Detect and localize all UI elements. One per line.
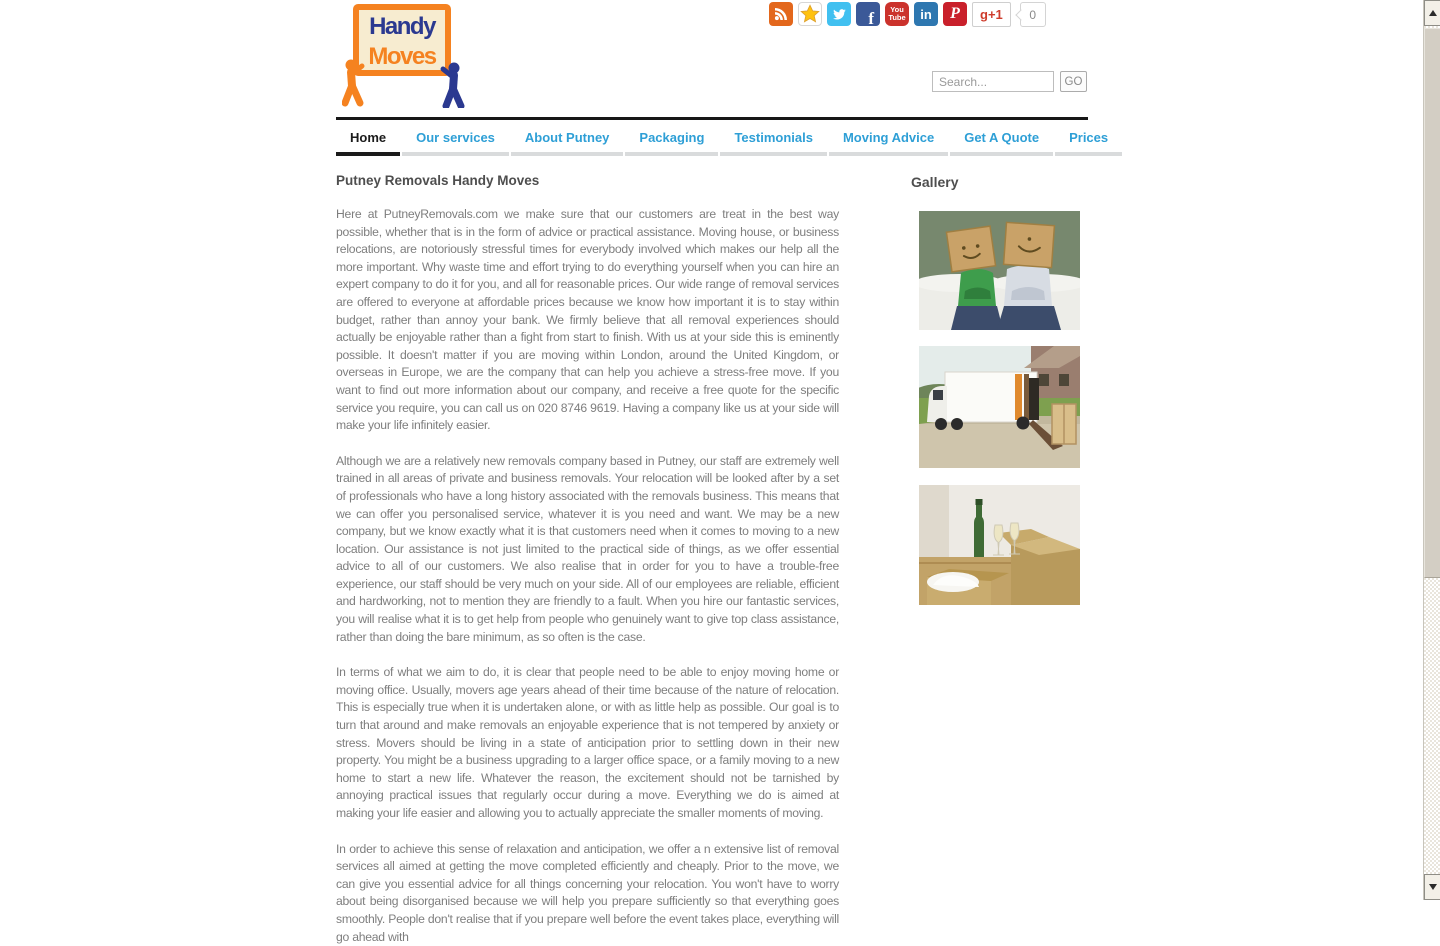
scrollbar-up-button[interactable] bbox=[1424, 0, 1440, 26]
nav-item-moving-advice[interactable]: Moving Advice bbox=[829, 120, 948, 156]
google-plus-one-button[interactable] bbox=[972, 2, 1011, 27]
gallery-image-couple-boxes[interactable] bbox=[919, 211, 1080, 330]
pinterest-glyph: P bbox=[950, 5, 960, 22]
vertical-scrollbar[interactable] bbox=[1423, 0, 1440, 900]
search-bar bbox=[932, 71, 1087, 92]
facebook-icon[interactable] bbox=[856, 2, 880, 26]
paragraph-staff: Although we are a relatively new removals company based in Putney, our staff are extremely well trained in all areas of private and business removals. Your relocation will be looked after by a set of professionals who have a long history associated with the removals business. This means that we can offer you personalised service, whatever it is you need and want. We may be a new company, but we know exactly what it is that customers need when it comes to moving to a new location. Our assistance is not just limited to the practical side of things, as we offer essential advice to all of our customers. We also realise that in order for you to have a trouble-free experience, our staff should be very much on your side. All of our employees are reliable, efficient and hardworking, not to mention they are friendly to a fault. When you hire our fantastic services, you will realise what it is to get help from people who genuinely want to give top class assistance, rather than doing the bare minimum, as so often is the case. bbox=[336, 453, 839, 644]
handy-moves-logo[interactable] bbox=[342, 4, 468, 108]
gallery-sidebar bbox=[911, 166, 1088, 605]
pinterest-icon[interactable] bbox=[943, 2, 967, 26]
arrow-up-icon bbox=[1429, 10, 1437, 16]
main-content bbox=[336, 166, 839, 946]
scrollbar-down-button[interactable] bbox=[1424, 874, 1440, 900]
linkedin-icon[interactable] bbox=[914, 2, 938, 26]
main-navigation bbox=[336, 117, 1109, 156]
search-go-button[interactable]: GO bbox=[1060, 71, 1087, 92]
logo-graphic bbox=[342, 4, 468, 108]
gplus-label: g+1 bbox=[980, 7, 1003, 22]
search-input[interactable] bbox=[932, 71, 1054, 92]
page-container bbox=[336, 0, 1109, 944]
paragraph-intro: Here at PutneyRemovals.com we make sure that our customers are treat in the best way possible, whether that is in the form of advice or practical assistance. Moving house, or business relocations, are notoriously stressful times for everybody involved which makes our help all the more important. Why waste time and effort trying to do everything yourself when you can hire an expert company to do it for you, and all for reasonable prices. Our wide range of removal services are offered to everyone at affordable prices because we know how important it is to stay within budget, rather than annoy your bank. We firmly believe that all removal experiences should actually be enjoyable rather than a fight from start to finish. With us at your side this is eminently possible. It doesn't matter if you are moving within London, around the United Kingdom, or overseas in Europe, we are the company that can help you achieve a stress-free move. If you want to find out more information about our company, and receive a free quote for the specific service you require, you can call us on 020 8746 9619. Having a company like us at your side will make your life infinitely easier. bbox=[336, 207, 839, 433]
gallery-image-champagne-boxes[interactable] bbox=[919, 485, 1080, 605]
gallery-image-removal-truck[interactable] bbox=[919, 346, 1080, 468]
paragraph-aims: In terms of what we aim to do, it is clear that people need to be able to enjoy moving home or moving office. Usually, movers age years ahead of their time because of the nature of relocation. This is especially true when it is undertaken alone, or with as little help as possible. Our goal is to turn that around and make removals an enjoyable experience that is not tempered by anxiety or stress. Movers should be living in a state of anticipation prior to settling down in their new property. You might be a business upgrading to a larger office space, or a family moving to a new home to start a new life. Whatever the reason, the excitement should not be tarnished by annoying practical issues that regularly occur during a move. Everything we do is aimed at making your life easier and allowing you to actually appreciate the smaller moments of moving. bbox=[336, 665, 839, 820]
facebook-glyph: f bbox=[868, 9, 874, 26]
blue-mover-figure bbox=[443, 63, 461, 107]
favorites-star-icon[interactable] bbox=[798, 2, 822, 26]
nav-item-about-putney[interactable]: About Putney bbox=[511, 120, 624, 156]
logo-word-moves: Moves bbox=[368, 43, 436, 70]
scrollbar-thumb[interactable] bbox=[1424, 28, 1440, 578]
arrow-down-icon bbox=[1429, 884, 1437, 890]
google-plus-count-badge bbox=[1020, 2, 1046, 27]
rss-icon[interactable] bbox=[769, 2, 793, 26]
logo-word-handy: Handy bbox=[369, 13, 435, 40]
nav-item-testimonials[interactable]: Testimonials bbox=[720, 120, 827, 156]
nav-item-packaging[interactable]: Packaging bbox=[625, 120, 718, 156]
youtube-glyph-line1: You bbox=[890, 5, 904, 14]
nav-item-get-a-quote[interactable]: Get A Quote bbox=[950, 120, 1053, 156]
nav-item-home[interactable]: Home bbox=[336, 120, 400, 156]
linkedin-glyph: in bbox=[920, 6, 932, 22]
youtube-icon[interactable] bbox=[885, 2, 909, 26]
nav-item-our-services[interactable]: Our services bbox=[402, 120, 509, 156]
nav-item-prices[interactable]: Prices bbox=[1055, 120, 1122, 156]
page-title: Putney Removals Handy Moves bbox=[336, 173, 540, 188]
paragraph-services: In order to achieve this sense of relaxation and anticipation, we offer a n extensive list of removal services all aimed at getting the move completed efficiently and cheaply. Prior to the move, we can give you essential advice for all things concerning your relocation. You won't have to worry about being disorganised because we will help you prepare sufficiently so that everything goes smoothly. People don't realise that if you prepare well before the event takes place, everything will go ahead with bbox=[336, 841, 839, 944]
social-icons-row bbox=[769, 2, 1046, 27]
twitter-icon[interactable] bbox=[827, 2, 851, 26]
youtube-glyph-line2: Tube bbox=[888, 13, 906, 22]
gplus-count-value: 0 bbox=[1029, 7, 1037, 22]
orange-mover-figure bbox=[345, 60, 362, 104]
gallery-title: Gallery bbox=[911, 174, 959, 190]
